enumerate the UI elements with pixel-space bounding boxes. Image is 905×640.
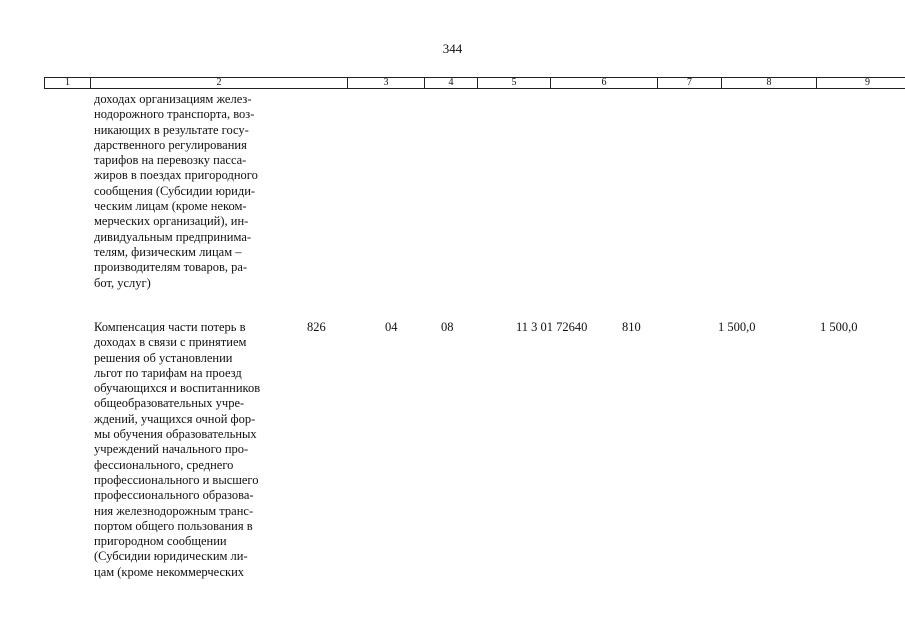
- description-line: фессионального, среднего: [94, 457, 234, 472]
- description-line: тарифов на перевозку пасса-: [94, 153, 247, 168]
- description-line: обучающихся и воспитанников: [94, 381, 261, 396]
- description-line: (Субсидии юридическим ли-: [94, 549, 248, 564]
- description-line: ния железнодорожным транс-: [94, 503, 254, 518]
- column-header-2: 2: [91, 78, 348, 89]
- column-header-5: 5: [478, 78, 551, 89]
- column-header-1: 1: [45, 78, 91, 89]
- column-number-header: [44, 77, 905, 89]
- column-number-row: [45, 78, 905, 89]
- description-line: жиров в поездах пригородного: [94, 168, 258, 183]
- description-line: никающих в результате госу-: [94, 122, 249, 137]
- row-2-amount-col9: 1 500,0: [820, 320, 858, 334]
- description-line: учреждений начального про-: [94, 442, 249, 457]
- description-line: профессионального образова-: [94, 488, 254, 503]
- description-line: пригородном сообщении: [94, 534, 227, 549]
- row-2-expense-type-code: 810: [622, 320, 641, 334]
- row-2-subsection-code: 08: [441, 320, 454, 334]
- description-line: дарственного регулирования: [94, 137, 247, 152]
- description-line: дивидуальным предпринима-: [94, 229, 252, 244]
- description-line: мы обучения образовательных: [94, 427, 257, 442]
- row-2-description: [94, 320, 314, 580]
- row-2-section-code: 04: [385, 320, 398, 334]
- description-line: ждений, учащихся очной фор-: [94, 411, 256, 426]
- row-1-description: [94, 92, 314, 291]
- description-line: Компенсация части потерь в: [94, 320, 246, 334]
- page-number: 344: [442, 41, 463, 56]
- description-line: производителям товаров, ра-: [94, 260, 248, 275]
- description-line: бот, услуг): [94, 275, 151, 290]
- description-line: ческим лицам (кроме неком-: [94, 199, 247, 214]
- column-header-6: 6: [551, 78, 658, 89]
- description-line: нодорожного транспорта, воз-: [94, 107, 255, 122]
- description-line: мерческих организаций), ин-: [94, 214, 249, 229]
- column-header-4: 4: [425, 78, 478, 89]
- description-line: общеобразовательных учре-: [94, 396, 245, 411]
- description-line: доходах в связи с принятием: [94, 335, 247, 350]
- column-header-9: 9: [817, 78, 905, 89]
- description-line: решения об установлении: [94, 350, 233, 365]
- column-header-3: 3: [348, 78, 425, 89]
- description-line: сообщения (Субсидии юриди-: [94, 183, 256, 198]
- row-2-amount-col8: 1 500,0: [718, 320, 756, 334]
- column-header-7: 7: [658, 78, 722, 89]
- description-line: доходах организациям желез-: [94, 92, 252, 106]
- description-line: профессионального и высшего: [94, 472, 259, 487]
- description-line: льгот по тарифам на проезд: [94, 365, 242, 380]
- description-line: портом общего пользования в: [94, 518, 253, 533]
- description-line: телям, физическим лицам –: [94, 244, 242, 259]
- row-2-target-article-code: 11 3 01 72640: [516, 320, 588, 334]
- row-2-ministry-code: 826: [307, 320, 326, 334]
- description-line: цам (кроме некоммерческих: [94, 564, 245, 579]
- column-header-8: 8: [722, 78, 817, 89]
